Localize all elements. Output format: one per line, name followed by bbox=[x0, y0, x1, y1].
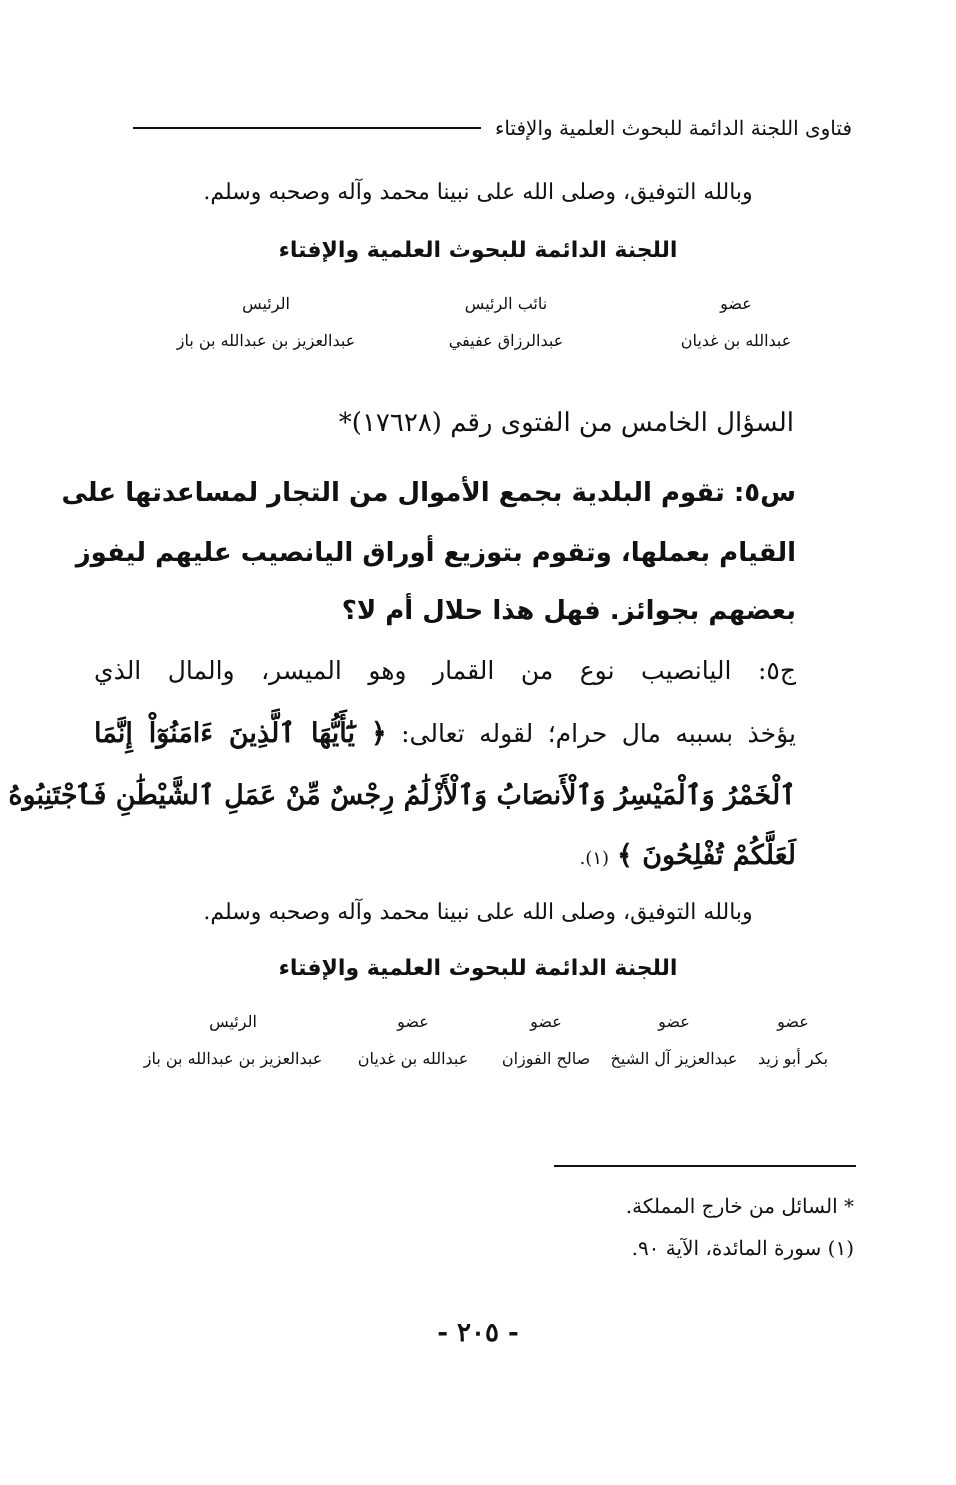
page-number: - ٢٠٥ - bbox=[437, 1318, 519, 1348]
answer-line-2 bbox=[94, 718, 796, 749]
answer-text: يؤخذ بسببه مال حرام؛ لقوله تعالى: bbox=[401, 719, 796, 748]
signatory-role: الرئيس bbox=[242, 294, 290, 313]
signatory-name: عبدالعزيز بن عبدالله بن باز bbox=[176, 331, 356, 350]
header-rule bbox=[133, 127, 481, 129]
signatory-name: عبدالله بن غديان bbox=[357, 1049, 469, 1068]
footnote-marker: (١). bbox=[579, 848, 610, 869]
signatory-name: عبدالعزيز بن عبدالله بن باز bbox=[143, 1049, 323, 1068]
signatory-role: عضو bbox=[658, 1012, 690, 1031]
closing-line-1: وبالله التوفيق، وصلى الله على نبينا محمد وآله وصحبه وسلم. bbox=[203, 180, 753, 205]
signatory-role: الرئيس bbox=[209, 1012, 257, 1031]
signatory-role: عضو bbox=[777, 1012, 809, 1031]
committee-title-2: اللجنة الدائمة للبحوث العلمية والإفتاء bbox=[278, 956, 678, 981]
question-line-1: س٥: تقوم البلدية بجمع الأموال من التجار لمساعدتها على bbox=[61, 478, 796, 508]
signatory-2-2 bbox=[604, 1012, 744, 1068]
signatory-1-2 bbox=[416, 294, 596, 350]
quran-verse: ﴿ يَٰٓأَيُّهَا ٱلَّذِينَ ءَامَنُوٓاْ إِنَّمَا bbox=[94, 718, 387, 749]
closing-line-2: وبالله التوفيق، وصلى الله على نبينا محمد وآله وصحبه وسلم. bbox=[203, 900, 753, 925]
fatwa-reference: السؤال الخامس من الفتوى رقم (١٧٦٢٨)* bbox=[338, 408, 794, 438]
signatory-role: عضو bbox=[720, 294, 752, 313]
signatory-2-3 bbox=[486, 1012, 606, 1068]
signatory-2-4 bbox=[348, 1012, 478, 1068]
signatory-1-3 bbox=[151, 294, 381, 350]
signatory-2-5 bbox=[128, 1012, 338, 1068]
footnote-1: * السائل من خارج المملكة. bbox=[625, 1194, 854, 1218]
signatory-name: بكر أبو زيد bbox=[757, 1049, 829, 1068]
quran-verse-end: لَعَلَّكُمْ تُفْلِحُونَ ﴾ bbox=[616, 840, 796, 871]
signatory-role: عضو bbox=[397, 1012, 429, 1031]
signatory-role: نائب الرئيس bbox=[464, 294, 548, 313]
answer-line-3: ٱلْخَمْرُ وَٱلْمَيْسِرُ وَٱلْأَنصَابُ وَٱلْأَزْلَٰمُ رِجْسٌ مِّنْ عَمَلِ ٱلشَّيْطَٰنِ فَٱجْتَنِبُوهُ bbox=[8, 780, 796, 811]
signatory-1-1 bbox=[646, 294, 826, 350]
committee-title-1: اللجنة الدائمة للبحوث العلمية والإفتاء bbox=[278, 238, 678, 263]
signatory-name: عبدالله بن غديان bbox=[680, 331, 792, 350]
header-title: فتاوى اللجنة الدائمة للبحوث العلمية والإفتاء bbox=[494, 116, 852, 140]
answer-line-1: ج٥: اليانصيب نوع من القمار وهو الميسر، والمال الذي bbox=[94, 656, 796, 685]
answer-line-4 bbox=[94, 840, 796, 871]
signatory-role: عضو bbox=[530, 1012, 562, 1031]
signatory-2-1 bbox=[738, 1012, 848, 1068]
footnote-2: (١) سورة المائدة، الآية ٩٠. bbox=[631, 1236, 854, 1260]
signatory-name: صالح الفوزان bbox=[501, 1049, 591, 1068]
question-line-2: القيام بعملها، وتقوم بتوزيع أوراق اليانصيب عليهم ليفوز bbox=[75, 538, 796, 568]
running-header bbox=[133, 116, 852, 140]
question-line-3: بعضهم بجوائز. فهل هذا حلال أم لا؟ bbox=[341, 596, 796, 626]
signatory-name: عبدالعزيز آل الشيخ bbox=[610, 1049, 738, 1068]
footnote-rule bbox=[554, 1165, 856, 1167]
signatory-name: عبدالرزاق عفيفي bbox=[448, 331, 564, 350]
